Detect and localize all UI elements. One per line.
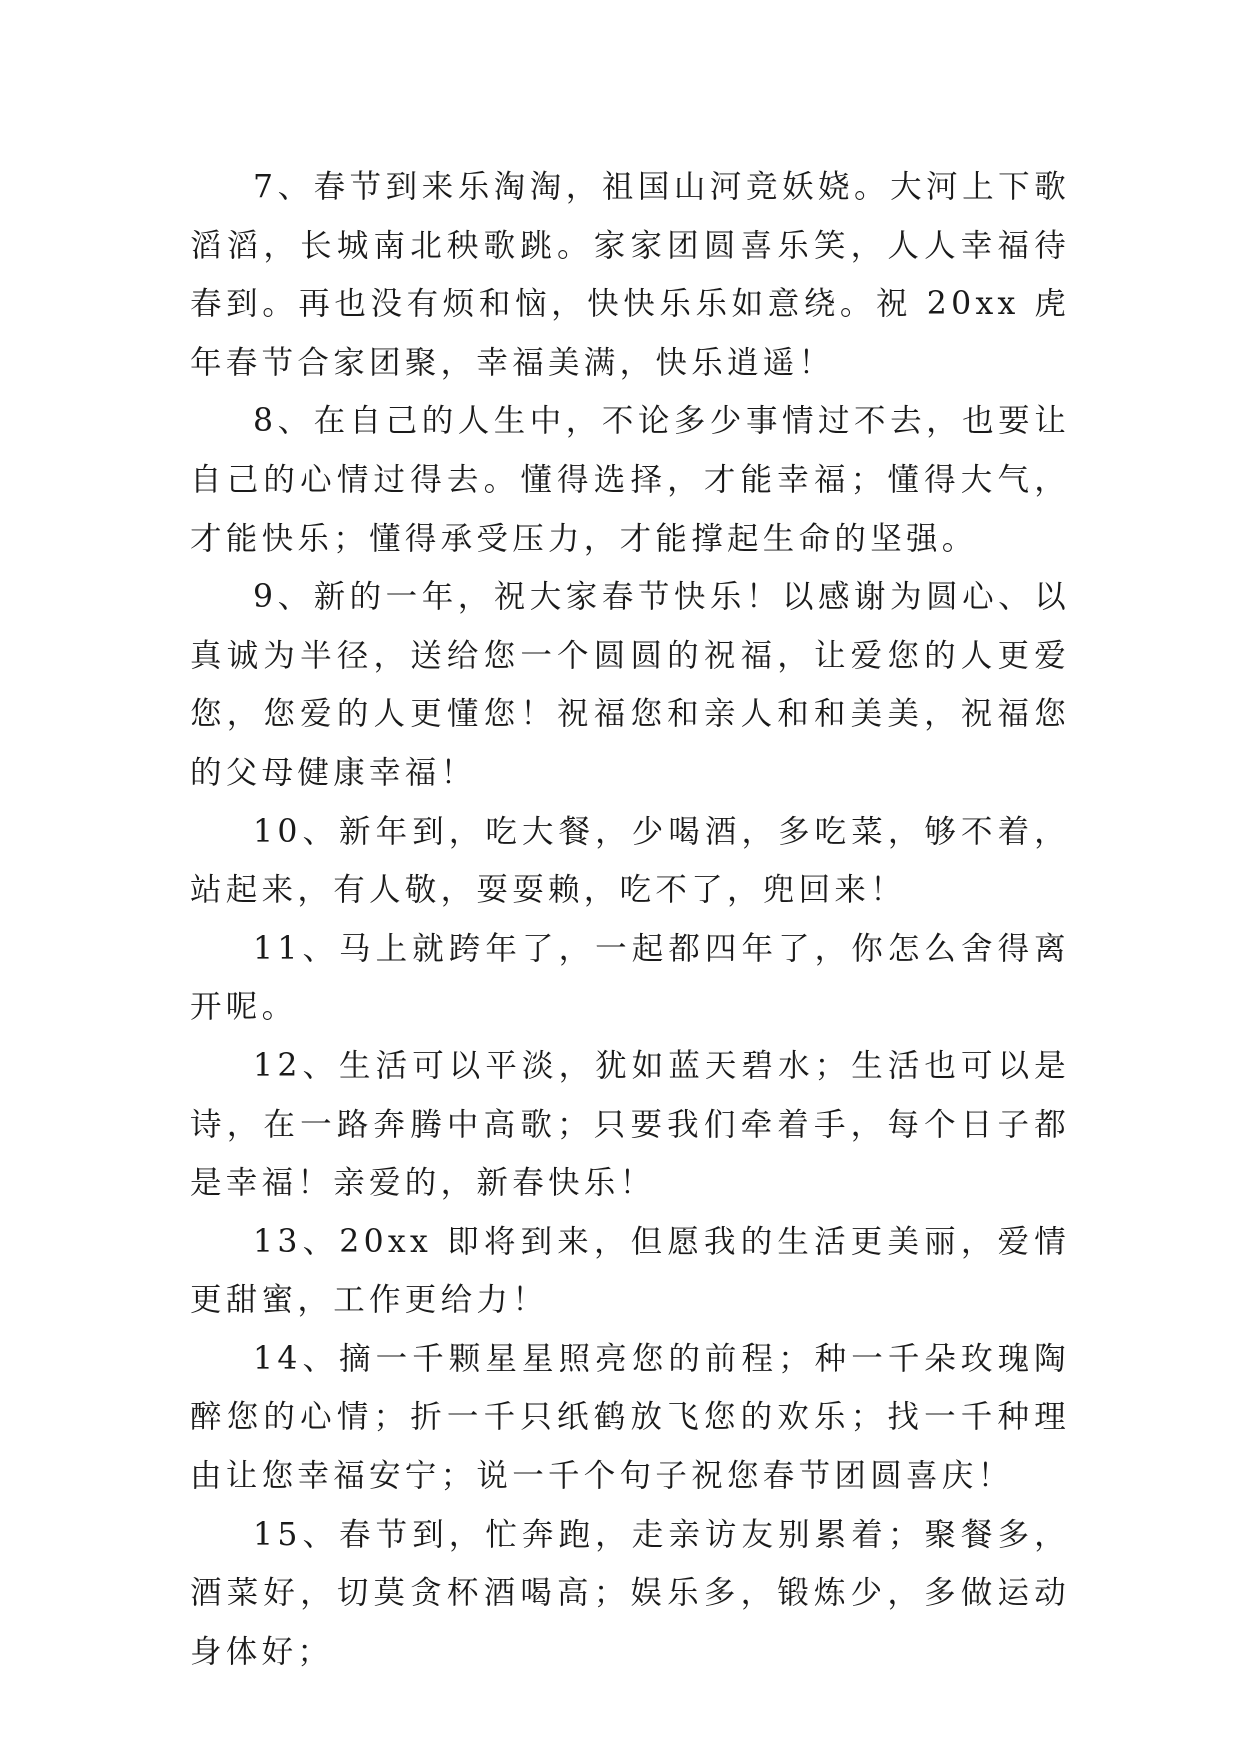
paragraph-7: 7、春节到来乐淘淘，祖国山河竞妖娆。大河上下歌滔滔，长城南北秧歌跳。家家团圆喜乐笑，人人幸福待春到。再也没有烦和恼，快快乐乐如意绕。祝 20xx 虎年春节合家团聚，幸福美满，快乐逍遥！: [190, 169, 1070, 381]
paragraph-15: 15、春节到，忙奔跑，走亲访友别累着；聚餐多，酒菜好，切莫贪杯酒喝高；娱乐多，锻炼少，多做运动身体好；: [190, 1516, 1070, 1670]
document-body: [190, 158, 1070, 1681]
paragraph-14: 14、摘一千颗星星照亮您的前程；种一千朵玫瑰陶醉您的心情；折一千只纸鹤放飞您的欢乐；找一千种理由让您幸福安宁；说一千个句子祝您春节团圆喜庆！: [190, 1340, 1070, 1495]
paragraph-13: 13、20xx 即将到来，但愿我的生活更美丽，爱情更甜蜜，工作更给力！: [190, 1223, 1070, 1319]
paragraph-9: 9、新的一年，祝大家春节快乐！以感谢为圆心、以真诚为半径，送给您一个圆圆的祝福，让爱您的人更爱您，您爱的人更懂您！祝福您和亲人和和美美，祝福您的父母健康幸福！: [190, 579, 1070, 791]
paragraph-10: 10、新年到，吃大餐，少喝酒，多吃菜，够不着，站起来，有人敬，耍耍赖，吃不了，兜回来！: [190, 813, 1070, 909]
paragraph-12: 12、生活可以平淡，犹如蓝天碧水；生活也可以是诗，在一路奔腾中高歌；只要我们牵着手，每个日子都是幸福！亲爱的，新春快乐！: [190, 1047, 1070, 1202]
paragraph-11: 11、马上就跨年了，一起都四年了，你怎么舍得离开呢。: [190, 930, 1070, 1026]
paragraph-8: 8、在自己的人生中，不论多少事情过不去，也要让自己的心情过得去。懂得选择，才能幸福；懂得大气，才能快乐；懂得承受压力，才能撑起生命的坚强。: [190, 403, 1070, 557]
